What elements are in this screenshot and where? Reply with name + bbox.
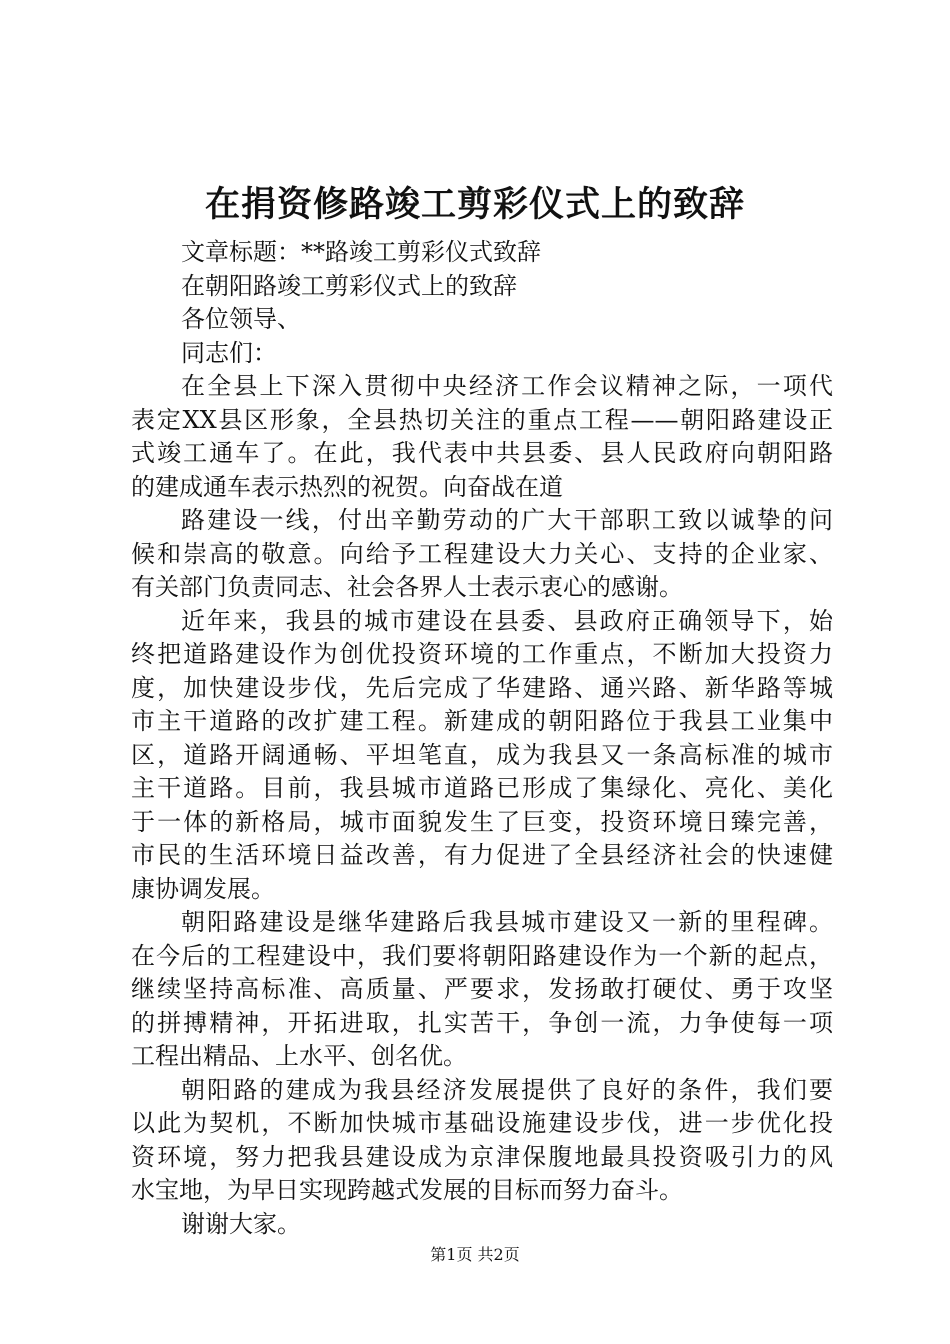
text-line: 主干道路。目前，我县城市道路已形成了集绿化、亮化、美化: [131, 774, 833, 802]
text-line: 朝阳路建设是继华建路后我县城市建设又一新的里程碑。: [181, 908, 833, 936]
text-line: 同志们：: [181, 338, 277, 367]
text-line: 文章标题：**路竣工剪彩仪式致辞: [181, 238, 541, 266]
text-line: 近年来，我县的城市建设在县委、县政府正确领导下，始: [181, 606, 833, 635]
text-line: 水宝地，为早日实现跨越式发展的目标而努力奋斗。: [131, 1176, 683, 1204]
text-line: 的拼搏精神，开拓进取，扎实苦干，争创一流，力争使每一项: [131, 1008, 833, 1037]
text-line: 于一体的新格局，城市面貌发生了巨变，投资环境日臻完善，: [131, 807, 833, 836]
text-line: 市民的生活环境日益改善，有力促进了全县经济社会的快速健: [131, 841, 833, 869]
text-line: 以此为契机，不断加快城市基础设施建设步伐，进一步优化投: [131, 1109, 833, 1137]
text-line: 继续坚持高标准、高质量、严要求，发扬敢打硬仗、勇于攻坚: [131, 975, 833, 1003]
text-line: 路建设一线，付出辛勤劳动的广大干部职工致以诚挚的问: [181, 506, 833, 534]
text-line: 表定XX县区形象，全县热切关注的重点工程——朝阳路建设正: [131, 405, 833, 434]
text-line: 在全县上下深入贯彻中央经济工作会议精神之际，一项代: [181, 372, 833, 400]
document-body: [131, 236, 833, 1241]
text-line: 谢谢大家。: [181, 1209, 301, 1238]
text-line: 工程出精品、上水平、创名优。: [131, 1042, 467, 1070]
text-line: 候和崇高的敬意。向给予工程建设大力关心、支持的企业家、: [131, 539, 833, 568]
text-line: 在今后的工程建设中，我们要将朝阳路建设作为一个新的起点，: [131, 941, 833, 970]
text-line: 区，道路开阔通畅、平坦笔直，成为我县又一条高标准的城市: [131, 740, 833, 769]
document-title: 在捐资修路竣工剪彩仪式上的致辞: [204, 184, 745, 225]
text-line: 资环境，努力把我县建设成为京津保腹地最具投资吸引力的风: [131, 1142, 833, 1171]
text-line: 市主干道路的改扩建工程。新建成的朝阳路位于我县工业集中: [131, 707, 833, 735]
text-line: 式竣工通车了。在此，我代表中共县委、县人民政府向朝阳路: [131, 439, 833, 467]
text-line: 度，加快建设步伐，先后完成了华建路、通兴路、新华路等城: [131, 673, 833, 702]
text-line: 朝阳路的建成为我县经济发展提供了良好的条件，我们要: [181, 1075, 833, 1104]
page-footer: 第1页 共2页: [430, 1245, 520, 1264]
text-line: 各位领导、: [181, 305, 301, 333]
text-line: 在朝阳路竣工剪彩仪式上的致辞: [181, 271, 517, 300]
text-line: 的建成通车表示热烈的祝贺。向奋战在道: [131, 472, 563, 501]
text-line: 有关部门负责同志、社会各界人士表示衷心的感谢。: [131, 573, 683, 601]
text-line: 终把道路建设作为创优投资环境的工作重点，不断加大投资力: [131, 640, 833, 668]
text-line: 康协调发展。: [131, 874, 275, 903]
